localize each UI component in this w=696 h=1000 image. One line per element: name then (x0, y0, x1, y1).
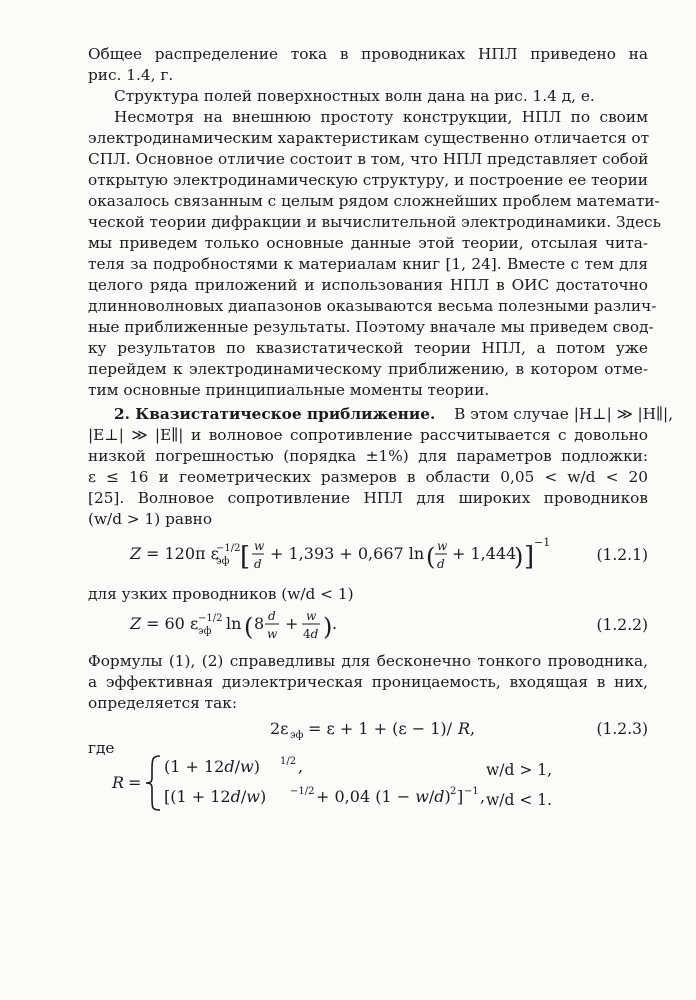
text-line: Структура полей поверхностных волн дана на рис. 1.4 д, е. (114, 87, 595, 105)
svg-text:Z: Z (130, 614, 142, 633)
text-line: открытую электродинамическую структуру, и построение ее теории (88, 171, 648, 189)
svg-text:d: d (254, 557, 262, 571)
text-line: для узких проводников (w/d < 1) (88, 585, 354, 603)
text-line: перейдем к электродинамическому приближению, в котором отме- (88, 360, 648, 378)
svg-text:−1: −1 (534, 536, 551, 549)
text-line: |E⊥| ≫ |E∥| и волновое сопротивление рассчитывается с довольно (88, 426, 648, 444)
svg-text:[: [ (240, 542, 251, 572)
text-line: мы приведем только основные данные этой теории, отсылая чита- (88, 234, 648, 252)
svg-text:+ 1,444: + 1,444 (452, 544, 517, 563)
svg-text:,: , (470, 719, 476, 738)
svg-text:w: w (437, 539, 448, 553)
svg-text:−1/2: −1/2 (290, 786, 315, 797)
text-line: (w/d > 1) равно (88, 510, 213, 528)
text-line: целого ряда приложений и использования НПЛ в ОИС достаточно (88, 276, 648, 294)
svg-text:w: w (267, 627, 278, 641)
text-line: оказалось связанным с целым рядом сложнейших проблем математи- (88, 192, 660, 210)
svg-text:R: R (458, 719, 471, 738)
svg-text:−1/2: −1/2 (216, 543, 241, 554)
svg-text:d: d (268, 609, 276, 623)
svg-text:эф: эф (216, 556, 230, 567)
svg-text:=: = (128, 773, 142, 792)
text-line: ные приближенные результаты. Поэтому вначале мы приведем свод- (88, 318, 654, 336)
svg-text:эф: эф (290, 730, 304, 741)
svg-text:+ 0,04 (1 − w/d): + 0,04 (1 − w/d) (316, 787, 451, 806)
condition-2: w/d < 1. (486, 791, 553, 809)
svg-text:R: R (112, 773, 125, 792)
where-label: где (88, 739, 115, 757)
svg-text:−1/2: −1/2 (198, 613, 223, 624)
text-line: тим основные принципиальные моменты теории. (88, 381, 490, 399)
text-line: теля за подробностями к материалам книг [1, 24]. Вместе с тем для (88, 255, 648, 273)
svg-text:4d: 4d (303, 627, 319, 641)
svg-text:[(1 + 12d/w): [(1 + 12d/w) (164, 787, 267, 806)
svg-text:]: ] (524, 542, 535, 572)
text-line: определяется так: (88, 694, 237, 712)
svg-text:,: , (298, 757, 304, 776)
svg-text:1/2: 1/2 (280, 756, 297, 767)
svg-text:.: . (332, 614, 338, 633)
text-line: Формулы (1), (2) справедливы для бесконечно тонкого проводника, (88, 652, 648, 670)
svg-text:(: ( (426, 543, 436, 571)
svg-text:Z: Z (130, 544, 142, 563)
text-line: ε ≤ 16 и геометрических размеров в области 0,05 < w/d < 20 (88, 468, 648, 486)
text-line: ческой теории дифракции и вычислительной электродинамики. Здесь (88, 213, 661, 231)
text-line: низкой погрешностью (порядка ±1%) для параметров подложки: (88, 447, 648, 465)
condition-1: w/d > 1, (486, 761, 553, 779)
svg-text:w: w (306, 609, 317, 623)
svg-text:,: , (480, 787, 486, 806)
equation-number: (1.2.1) (596, 546, 648, 564)
svg-text:(: ( (244, 613, 254, 641)
text-line: рис. 1.4, г. (88, 66, 174, 84)
equation-number: (1.2.2) (596, 616, 648, 634)
equation-number: (1.2.3) (596, 720, 648, 738)
svg-text:−1: −1 (464, 786, 479, 797)
text-line: длинноволновых диапазонов оказываются весьма полезными различ- (88, 297, 657, 315)
svg-text:= ε + 1 + (ε − 1)/: = ε + 1 + (ε − 1)/ (308, 719, 453, 738)
svg-text:): ) (323, 613, 333, 641)
text-line: Несмотря на внешнюю простоту конструкции, НПЛ по своим (114, 108, 648, 126)
svg-text:ln: ln (226, 614, 242, 633)
text-line: Общее распределение тока в проводниках НПЛ приведено на (88, 45, 648, 63)
svg-text:): ) (514, 543, 524, 571)
svg-text:2: 2 (450, 786, 457, 797)
text-line: [25]. Волновое сопротивление НПЛ для широких проводников (88, 489, 648, 507)
svg-text:(1 + 12d/w): (1 + 12d/w) (164, 757, 260, 776)
text-line: ку результатов по квазистатической теории НПЛ, а потом уже (88, 339, 648, 357)
text-line: электродинамическим характеристикам существенно отличается от (88, 129, 650, 147)
svg-text:эф: эф (198, 626, 212, 637)
svg-text:= 60 ε: = 60 ε (146, 614, 199, 633)
text-line: В этом случае |H⊥| ≫ |H∥|, (454, 405, 674, 423)
svg-text:]: ] (457, 787, 464, 806)
svg-text:= 120π ε: = 120π ε (146, 544, 219, 563)
svg-text:2ε: 2ε (270, 719, 289, 738)
svg-text:w: w (254, 539, 265, 553)
text-line: а эффективная диэлектрическая проницаемость, входящая в них, (88, 673, 648, 691)
svg-text:d: d (437, 557, 445, 571)
section-heading: 2. Квазистатическое приближение. (114, 405, 436, 423)
svg-text:8: 8 (254, 614, 265, 633)
text-line: СПЛ. Основное отличие состоит в том, что НПЛ представляет собой (88, 150, 649, 168)
svg-text:+ 1,393 + 0,667 ln: + 1,393 + 0,667 ln (270, 544, 425, 563)
svg-text:+: + (285, 614, 299, 633)
